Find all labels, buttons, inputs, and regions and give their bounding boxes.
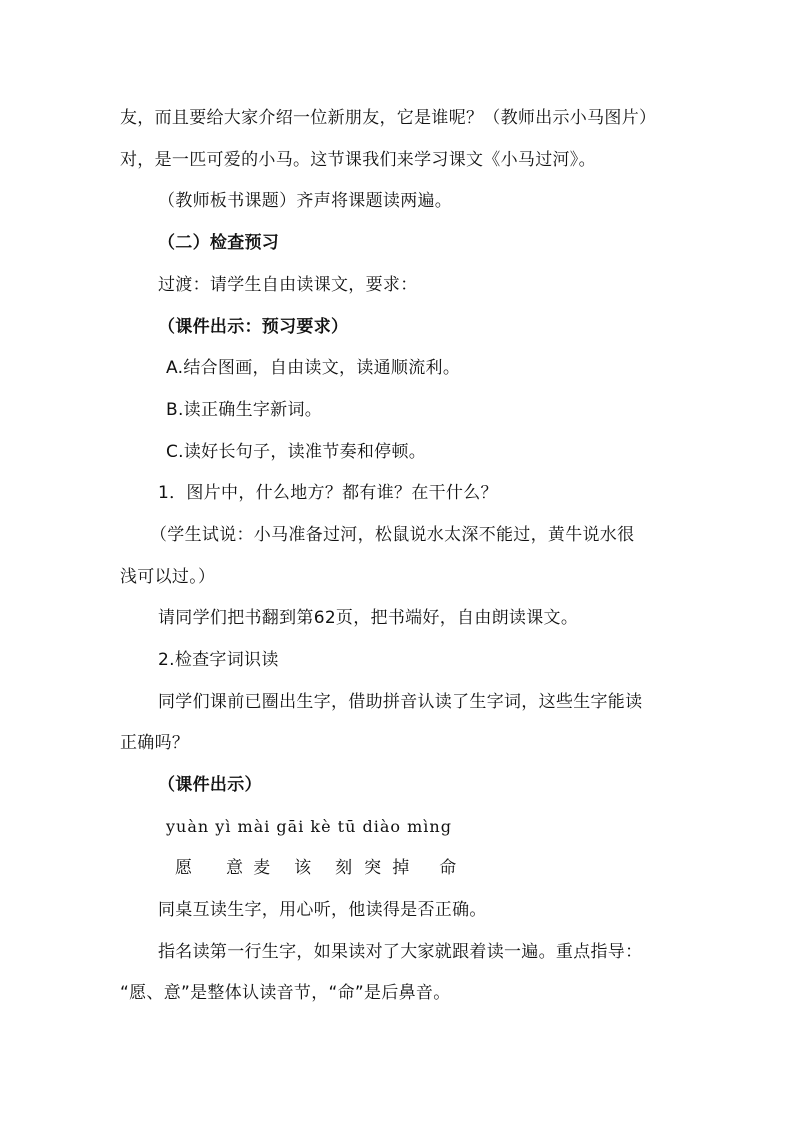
requirement-item: B.读正确生字新词。 (166, 400, 323, 420)
paragraph-line: 友，而且要给大家介绍一位新朋友，它是谁呢？（教师出示小马图片） (120, 108, 657, 128)
paragraph-line: 同学们课前已圈出生字，借助拼音认读了生字词，这些生字能读 (158, 692, 643, 712)
paragraph-line: 过渡：请学生自由读课文，要求： (158, 275, 418, 295)
courseware-heading: （课件出示：预习要求） (158, 317, 349, 337)
paragraph-line: 请同学们把书翻到第62页，把书端好，自由朗读课文。 (158, 608, 579, 628)
section-heading: （二）检查预习 (158, 233, 280, 253)
character: 愿 (175, 858, 193, 878)
requirement-item: A.结合图画，自由读文，读通顺流利。 (166, 358, 461, 378)
paragraph-line: 同桌互读生字，用心听，他读得是否正确。 (158, 900, 487, 920)
character: 掉 (392, 858, 410, 878)
paragraph-line: 对，是一匹可爱的小马。这节课我们来学习课文《小马过河》。 (120, 150, 596, 170)
paragraph-line: 1．图片中，什么地方？都有谁？在干什么？ (158, 483, 498, 503)
paragraph-line: 指名读第一行生字，如果读对了大家就跟着读一遍。重点指导： (158, 942, 643, 962)
character: 刻 (335, 858, 353, 878)
character: 命 (439, 858, 457, 878)
paragraph-line: （学生试说：小马准备过河，松鼠说水太深不能过，黄牛说水很 (150, 525, 635, 545)
paragraph-line: 正确吗？ (120, 733, 190, 753)
paragraph-line: “愿、意”是整体认读音节，“命”是后鼻音。 (120, 983, 451, 1003)
paragraph-line: 浅可以过。） (120, 567, 216, 587)
paragraph-line: 2.检查字词识读 (158, 650, 279, 670)
courseware-heading: （课件出示） (158, 775, 262, 795)
requirement-item: C.读好长句子，读准节奏和停顿。 (166, 442, 427, 462)
character: 突 (364, 858, 382, 878)
character: 意 (226, 858, 244, 878)
paragraph-line: （教师板书课题）齐声将课题读两遍。 (158, 191, 453, 211)
character: 该 (294, 858, 312, 878)
pinyin-row: yuàn yì mài gāi kè tū diào mìng (166, 817, 452, 836)
character-row (175, 856, 457, 880)
character: 麦 (253, 858, 271, 878)
